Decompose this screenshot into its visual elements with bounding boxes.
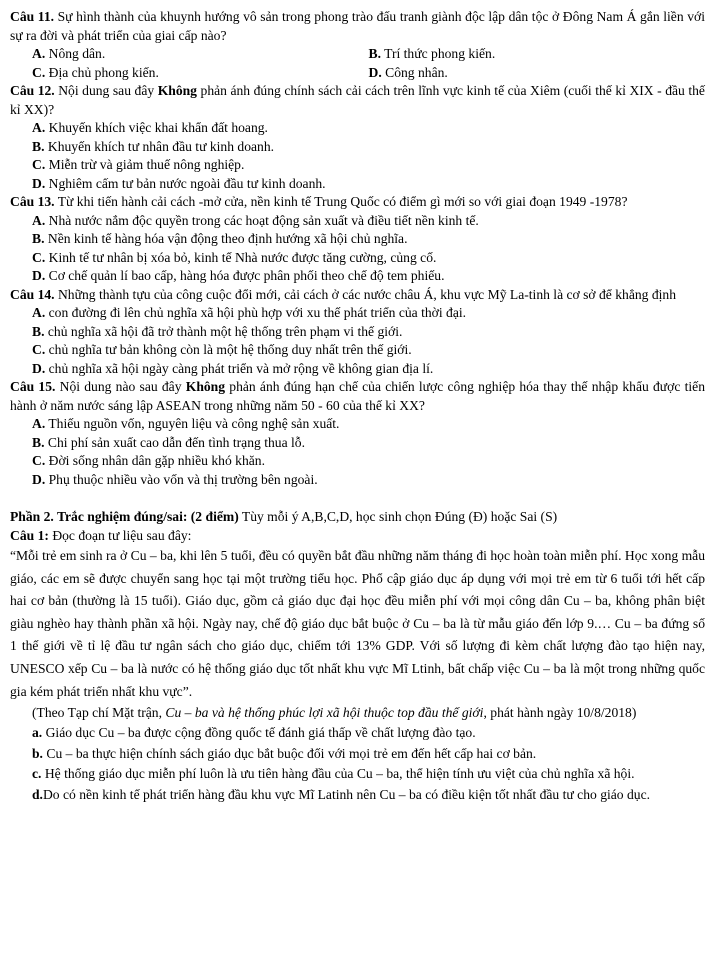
option-label: D.: [32, 360, 46, 376]
statement-label: d.: [32, 786, 43, 802]
source-title: Cu – ba và hệ thống phúc lợi xã hội thuộc top đầu thế giới: [165, 705, 484, 721]
option-text: Trí thức phong kiến.: [384, 46, 496, 61]
statement-c: [10, 764, 705, 785]
option-label: D.: [368, 64, 382, 80]
question-label: Câu 1:: [10, 527, 49, 543]
question-text: Nội dung sau đây: [58, 83, 155, 98]
option-b: [10, 323, 705, 342]
statement-label: c.: [32, 766, 42, 782]
passage-source: [10, 703, 705, 723]
statement-d: [10, 785, 705, 806]
statement-a: [10, 723, 705, 744]
option-label: C.: [32, 249, 46, 265]
option-text: Kinh tế tư nhân bị xóa bỏ, kinh tế Nhà nước được tăng cường, củng cố.: [48, 249, 437, 265]
statement-text: Do có nền kinh tế phát triển hàng đầu khu vực Mĩ Latinh nên Cu – ba có điều kiện tốt nhất đầu tư cho giáo dục.: [42, 786, 651, 802]
question-text: phản ánh đúng hạn chế của chiến lược công nghiệp hóa thay thế nhập khẩu được tiến hành ở năm nước sáng lập ASEAN trong những năm 50 - 60 của thế kỉ XX?: [10, 379, 705, 413]
option-text: Thiếu nguồn vốn, nguyên liệu và công nghệ sản xuất.: [48, 416, 340, 431]
option-c: [32, 64, 369, 83]
question-text: Đọc đoạn tư liệu sau đây:: [52, 527, 192, 543]
option-label: C.: [32, 64, 46, 80]
option-label: C.: [32, 342, 46, 357]
option-label: C.: [32, 453, 46, 468]
option-label: B.: [32, 434, 45, 450]
option-text: Nhà nước nắm độc quyền trong các hoạt động sản xuất và điều tiết nền kinh tế.: [48, 212, 479, 228]
question-text: Sự hình thành của khuynh hướng vô sản trong phong trào đấu tranh giành độc lập dân tộc ở Đông Nam Á gắn liền với sự ra đời và phát triển của giai cấp nào?: [10, 9, 705, 43]
question-label: Câu 11.: [10, 9, 55, 24]
option-text: Khuyến khích tư nhân đầu tư kinh doanh.: [47, 138, 275, 154]
option-label: B.: [32, 323, 45, 339]
option-label: A.: [32, 120, 46, 135]
question-13: [10, 193, 705, 212]
question-12: [10, 82, 705, 119]
statement-text: Cu – ba thực hiện chính sách giáo dục bắt buộc đối với mọi trẻ em đến hết cấp hai cơ bản.: [46, 745, 537, 761]
option-text: con đường đi lên chủ nghĩa xã hội phù hợp với xu thế phát triển của thời đại.: [48, 305, 467, 320]
option-text: Khuyến khích việc khai khẩn đất hoang.: [48, 120, 268, 135]
question-text: Những thành tựu của công cuộc đổi mới, cải cách ở các nước châu Á, khu vực Mỹ La-tinh là cơ sở để khẳng định: [57, 286, 677, 302]
question-text: phản ánh đúng chính sách cải cách trên lĩnh vực kinh tế của Xiêm (cuối thế kỉ XIX - đầu thế kỉ XX)?: [10, 83, 705, 117]
option-text: Phụ thuộc nhiều vào vốn và thị trường bên ngoài.: [48, 471, 318, 487]
option-label: A.: [32, 305, 46, 320]
option-d: [10, 360, 705, 379]
question-label: Câu 15.: [10, 379, 56, 394]
option-c: [10, 249, 705, 268]
option-label: D.: [32, 268, 46, 283]
options-row: [10, 64, 705, 83]
option-b: [10, 434, 705, 453]
option-text: Công nhân.: [385, 64, 448, 80]
statement-label: a.: [32, 725, 43, 741]
statement-b: [10, 744, 705, 765]
question-label: Câu 14.: [10, 286, 55, 302]
option-b: [369, 45, 706, 64]
option-c: [10, 452, 705, 471]
source-suffix: , phát hành ngày 10/8/2018): [483, 705, 637, 721]
option-d: [369, 64, 706, 83]
option-b: [10, 230, 705, 249]
option-label: A.: [32, 46, 46, 61]
question-text: Từ khi tiến hành cải cách -mở cửa, nền kinh tế Trung Quốc có điểm gì mới so với giai đoạn 1949 -1978?: [57, 194, 628, 209]
option-label: B.: [32, 231, 45, 246]
option-d: [10, 471, 705, 490]
option-b: [10, 138, 705, 157]
statement-label: b.: [32, 745, 43, 761]
part-instruction: Tùy mỗi ý A,B,C,D, học sinh chọn Đúng (Đ) hoặc Sai (S): [241, 509, 558, 524]
options-row: [10, 45, 705, 64]
option-label: A.: [32, 212, 46, 228]
option-text: chủ nghĩa tư bản không còn là một hệ thống duy nhất trên thế giới.: [48, 342, 412, 357]
option-label: A.: [32, 416, 46, 431]
option-label: C.: [32, 157, 46, 172]
option-a: [10, 212, 705, 231]
option-text: Đời sống nhân dân gặp nhiều khó khăn.: [48, 453, 265, 468]
question-emphasis: Không: [157, 83, 197, 98]
option-c: [10, 341, 705, 360]
option-label: B.: [368, 46, 381, 61]
option-text: Miễn trừ và giảm thuế nông nghiệp.: [48, 157, 245, 172]
option-d: [10, 267, 705, 286]
question-label: Câu 12.: [10, 83, 55, 98]
option-d: [10, 175, 705, 194]
question-11: [10, 8, 705, 45]
part-2-heading: [10, 508, 705, 527]
statement-text: Giáo dục Cu – ba được cộng đồng quốc tế đánh giá thấp về chất lượng đào tạo.: [45, 725, 476, 741]
source-prefix: (Theo Tạp chí Mặt trận,: [32, 705, 162, 721]
option-a: [32, 45, 369, 64]
option-text: chủ nghĩa xã hội ngày càng phát triển và mở rộng về không gian địa lí.: [48, 360, 434, 376]
option-a: [10, 119, 705, 138]
option-text: Địa chủ phong kiến.: [48, 64, 159, 80]
question-emphasis: Không: [185, 379, 226, 394]
question-14: [10, 286, 705, 305]
option-text: Nền kinh tế hàng hóa vận động theo định hướng xã hội chủ nghĩa.: [47, 231, 408, 246]
option-c: [10, 156, 705, 175]
option-text: Nông dân.: [48, 46, 106, 61]
reading-passage: “Mỗi trẻ em sinh ra ở Cu – ba, khi lên 5 tuổi, đều có quyền bắt đầu những năm tháng đi học hoàn toàn miễn phí. Học xong mẫu giáo, các em sẽ được chuyển sang học tại một trường tiểu học. Phổ cập giáo dục áp dụng với mọi trẻ em từ 6 tuổi tới hết cấp hai cơ bản (thường là 15 tuổi). Giáo dục, gồm cả giáo dục đại học đều miễn phí với mọi công dân Cu – ba, không phân biệt giàu nghèo hay thành phần xã hội. Ngày nay, chế độ giáo dục bắt buộc ở Cu – ba là từ mẫu giáo đến lớp 9.… Cu – ba đứng số 1 thế giới về tỉ lệ đầu tư ngân sách cho giáo dục, chiếm tới 13% GDP. Với số lượng đi kèm chất lượng đào tạo hiện nay, UNESCO xếp Cu – ba là nước có hệ thống giáo dục tốt nhất khu vực Mĩ Ltinh, bất chấp việc Cu – ba là một trong những quốc gia kém phát triển nhất khu vực”.: [10, 548, 705, 699]
part-2-question-1: [10, 527, 705, 546]
option-label: D.: [32, 175, 46, 191]
option-a: [10, 415, 705, 434]
option-text: chủ nghĩa xã hội đã trở thành một hệ thống trên phạm vi thế giới.: [47, 323, 403, 339]
option-a: [10, 304, 705, 323]
question-15: [10, 378, 705, 415]
option-label: B.: [32, 138, 45, 154]
question-text: Nội dung nào sau đây: [59, 379, 182, 394]
part-title: Phần 2. Trắc nghiệm đúng/sai: (2 điểm): [10, 509, 239, 524]
option-text: Nghiêm cấm tư bản nước ngoài đầu tư kinh doanh.: [48, 175, 326, 191]
option-text: Cơ chế quản lí bao cấp, hàng hóa được phân phối theo chế độ tem phiếu.: [48, 268, 445, 283]
option-text: Chi phí sản xuất cao dẫn đến tình trạng thua lỗ.: [47, 434, 305, 450]
statement-text: Hệ thống giáo dục miễn phí luôn là ưu tiên hàng đầu của Cu – ba, thể hiện tính ưu việt của chủ nghĩa xã hội.: [44, 766, 635, 782]
option-label: D.: [32, 471, 46, 487]
question-label: Câu 13.: [10, 194, 55, 209]
